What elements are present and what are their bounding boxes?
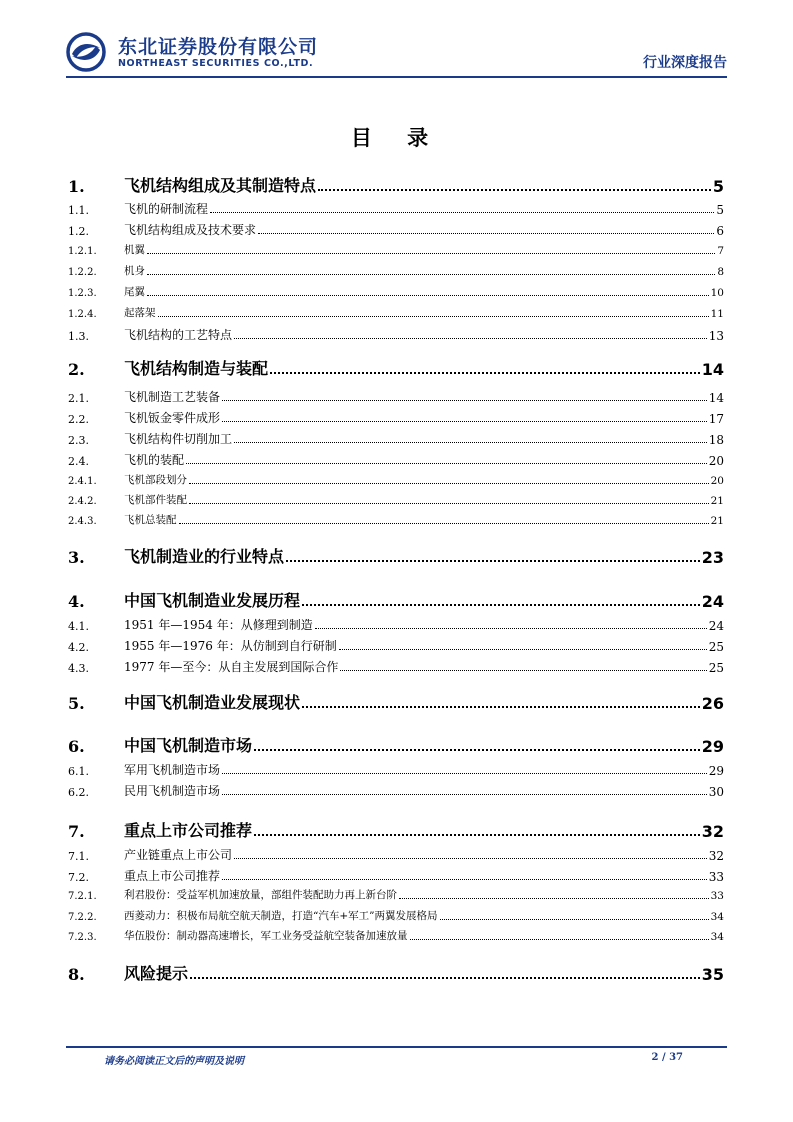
toc-entry-line xyxy=(124,818,724,841)
toc-entry-page: 5 xyxy=(712,177,724,196)
toc-entry-number: 1.1. xyxy=(68,204,89,217)
toc-entry-level3[interactable] xyxy=(68,304,724,320)
toc-entry-page: 20 xyxy=(710,475,724,487)
toc-entry-level2[interactable] xyxy=(68,866,724,884)
toc-entry-number: 2.4.1. xyxy=(68,476,97,487)
toc-entry-level2[interactable] xyxy=(68,450,724,468)
toc-entry-level3[interactable] xyxy=(68,283,724,299)
toc-dot-leader xyxy=(234,338,707,339)
toc-dot-leader xyxy=(147,274,715,275)
toc-entry-number: 1. xyxy=(68,177,85,196)
toc-entry-number: 1.3. xyxy=(68,330,89,343)
toc-entry-level2[interactable] xyxy=(68,760,724,778)
toc-entry-level1[interactable] xyxy=(68,687,724,713)
toc-entry-number: 5. xyxy=(68,694,85,713)
toc-entry-number: 2. xyxy=(68,360,85,379)
toc-entry-number: 7.2.1. xyxy=(68,891,97,902)
toc-entry-number: 4.1. xyxy=(68,620,89,633)
toc-entry-title: 产业链重点上市公司 xyxy=(124,848,233,862)
toc-entry-page: 7 xyxy=(717,245,724,257)
toc-entry-title: 飞机结构制造与装配 xyxy=(124,359,269,378)
toc-dot-leader xyxy=(179,523,709,524)
toc-dot-leader xyxy=(190,977,700,979)
toc-entry-level1[interactable] xyxy=(68,353,724,379)
toc-dot-leader xyxy=(189,483,709,484)
toc-entry-level2[interactable] xyxy=(68,657,724,675)
toc-entry-line xyxy=(124,430,724,447)
toc-entry-title: 起落架 xyxy=(124,307,156,319)
toc-entry-level1[interactable] xyxy=(68,541,724,567)
toc-dot-leader xyxy=(222,421,707,422)
toc-entry-title: 飞机制造工艺装备 xyxy=(124,390,221,404)
toc-entry-line xyxy=(124,782,724,799)
toc-entry-line xyxy=(124,284,724,299)
toc-entry-title: 飞机部件装配 xyxy=(124,494,187,506)
toc-entry-number: 4.3. xyxy=(68,662,89,675)
toc-entry-level2[interactable] xyxy=(68,636,724,654)
toc-entry-page: 13 xyxy=(708,329,724,343)
toc-entry-title: 飞机结构件切削加工 xyxy=(124,432,233,446)
toc-entry-line xyxy=(124,616,724,633)
toc-entry-title: 中国飞机制造市场 xyxy=(124,736,253,755)
toc-entry-page: 34 xyxy=(710,911,724,923)
toc-entry-title: 1955 年—1976 年：从仿制到自行研制 xyxy=(124,639,337,653)
toc-dot-leader xyxy=(254,749,700,751)
toc-entry-line xyxy=(124,887,724,902)
toc-entry-line xyxy=(124,388,724,405)
toc-entry-level3[interactable] xyxy=(68,511,724,527)
toc-entry-level1[interactable] xyxy=(68,958,724,984)
toc-entry-line xyxy=(124,326,724,343)
toc-dot-leader xyxy=(222,879,707,880)
toc-dot-leader xyxy=(340,670,706,671)
toc-title: 目 录 xyxy=(350,126,443,150)
toc-entry-level2[interactable] xyxy=(68,615,724,633)
toc-entry-title: 飞机结构组成及其制造特点 xyxy=(124,176,317,195)
toc-entry-level3[interactable] xyxy=(68,471,724,487)
toc-entry-number: 6.1. xyxy=(68,765,89,778)
toc-dot-leader xyxy=(254,834,700,836)
toc-entry-level3[interactable] xyxy=(68,886,724,902)
toc-entry-level2[interactable] xyxy=(68,781,724,799)
toc-entry-title: 1951 年—1954 年：从修理到制造 xyxy=(124,618,313,632)
toc-dot-leader xyxy=(315,628,707,629)
toc-dot-leader xyxy=(302,706,700,708)
toc-dot-leader xyxy=(234,442,707,443)
toc-entry-page: 23 xyxy=(701,548,724,567)
toc-entry-line xyxy=(124,761,724,778)
toc-entry-number: 2.2. xyxy=(68,413,89,426)
toc-entry-page: 32 xyxy=(701,822,724,841)
toc-entry-page: 24 xyxy=(708,619,724,633)
toc-entry-level3[interactable] xyxy=(68,241,724,257)
toc-entry-page: 11 xyxy=(710,308,724,320)
toc-entry-page: 25 xyxy=(708,661,724,675)
toc-entry-page: 21 xyxy=(710,495,724,507)
toc-entry-title: 风险提示 xyxy=(124,964,189,983)
company-logo-icon xyxy=(66,32,110,72)
toc-entry-title: 机翼 xyxy=(124,244,145,256)
toc-entry-number: 4. xyxy=(68,592,85,611)
toc-entry-page: 24 xyxy=(701,592,724,611)
toc-entry-line xyxy=(124,221,724,238)
toc-entry-level1[interactable] xyxy=(68,730,724,756)
toc-dot-leader xyxy=(147,253,715,254)
toc-entry-line xyxy=(124,637,724,654)
toc-entry-line xyxy=(124,512,724,527)
toc-entry-title: 飞机总装配 xyxy=(124,514,177,526)
toc-entry-title: 民用飞机制造市场 xyxy=(124,784,221,798)
toc-entry-title: 中国飞机制造业发展现状 xyxy=(124,693,301,712)
toc-entry-line xyxy=(124,961,724,984)
company-name-cn: 东北证券股份有限公司 xyxy=(118,36,319,58)
toc-entry-line xyxy=(124,409,724,426)
toc-entry-title: 军用飞机制造市场 xyxy=(124,763,221,777)
toc-entry-line xyxy=(124,588,724,611)
toc-dot-leader xyxy=(399,898,709,899)
toc-entry-page: 25 xyxy=(708,640,724,654)
toc-dot-leader xyxy=(210,212,714,213)
toc-entry-title: 西菱动力：积极布局航空航天制造，打造“汽车+军工”两翼发展格局 xyxy=(124,910,438,922)
toc-dot-leader xyxy=(286,560,700,562)
toc-entry-level2[interactable] xyxy=(68,845,724,863)
toc-entry-line xyxy=(124,305,724,320)
toc-entry-page: 20 xyxy=(708,454,724,468)
toc-entry-title: 重点上市公司推荐 xyxy=(124,821,253,840)
toc-entry-line xyxy=(124,846,724,863)
toc-entry-level3[interactable] xyxy=(68,927,724,943)
toc-entry-number: 1.2.1. xyxy=(68,246,97,257)
toc-entry-page: 6 xyxy=(716,224,724,238)
toc-dot-leader xyxy=(147,295,709,296)
toc-entry-title: 华伍股份：制动器高速增长，军工业务受益航空装备加速放量 xyxy=(124,930,408,942)
toc-entry-number: 7.1. xyxy=(68,850,89,863)
toc-entry-line xyxy=(124,472,724,487)
toc-dot-leader xyxy=(234,858,707,859)
toc-dot-leader xyxy=(302,604,700,606)
toc-entry-page: 18 xyxy=(708,433,724,447)
toc-entry-level1[interactable] xyxy=(68,585,724,611)
toc-entry-number: 1.2.4. xyxy=(68,309,97,320)
toc-entry-level2[interactable] xyxy=(68,408,724,426)
toc-entry-title: 飞机的研制流程 xyxy=(124,202,209,216)
toc-entry-line xyxy=(124,733,724,756)
toc-dot-leader xyxy=(189,503,709,504)
toc-entry-number: 7.2. xyxy=(68,871,89,884)
toc-entry-title: 飞机钣金零件成形 xyxy=(124,411,221,425)
toc-entry-number: 1.2.3. xyxy=(68,288,97,299)
toc-entry-number: 2.4.3. xyxy=(68,516,97,527)
toc-entry-number: 1.2. xyxy=(68,225,89,238)
toc-entry-level1[interactable] xyxy=(68,170,724,196)
toc-entry-page: 10 xyxy=(710,287,724,299)
toc-entry-page: 34 xyxy=(710,931,724,943)
toc-entry-line xyxy=(124,908,724,923)
footer-disclaimer: 请务必阅读正文后的声明及说明 xyxy=(104,1056,244,1067)
toc-entry-page: 21 xyxy=(710,515,724,527)
toc-dot-leader xyxy=(410,939,709,940)
toc-entry-line xyxy=(124,867,724,884)
toc-entry-number: 2.3. xyxy=(68,434,89,447)
toc-entry-page: 17 xyxy=(708,412,724,426)
toc-dot-leader xyxy=(258,233,714,234)
toc-entry-line xyxy=(124,356,724,379)
toc-dot-leader xyxy=(158,316,709,317)
toc-entry-number: 6. xyxy=(68,737,85,756)
toc-entry-line xyxy=(124,200,724,217)
toc-dot-leader xyxy=(186,463,707,464)
report-type-label: 行业深度报告 xyxy=(643,55,727,71)
toc-entry-line xyxy=(124,658,724,675)
footer-divider xyxy=(66,1046,727,1048)
toc-entry-title: 飞机部段划分 xyxy=(124,474,187,486)
toc-dot-leader xyxy=(440,919,709,920)
toc-entry-page: 5 xyxy=(716,203,724,217)
toc-entry-line xyxy=(124,690,724,713)
toc-entry-level1[interactable] xyxy=(68,815,724,841)
toc-entry-title: 尾翼 xyxy=(124,286,145,298)
toc-entry-number: 6.2. xyxy=(68,786,89,799)
toc-entry-page: 32 xyxy=(708,849,724,863)
toc-entry-title: 重点上市公司推荐 xyxy=(124,869,221,883)
toc-entry-level2[interactable] xyxy=(68,429,724,447)
toc-entry-number: 2.4. xyxy=(68,455,89,468)
toc-dot-leader xyxy=(270,372,700,374)
toc-entry-level3[interactable] xyxy=(68,491,724,507)
toc-entry-page: 29 xyxy=(708,764,724,778)
toc-entry-page: 33 xyxy=(708,870,724,884)
toc-entry-title: 利君股份：受益军机加速放量，部组件装配助力再上新台阶 xyxy=(124,889,397,901)
toc-entry-level2[interactable] xyxy=(68,199,724,217)
toc-dot-leader xyxy=(339,649,707,650)
toc-entry-title: 飞机结构的工艺特点 xyxy=(124,328,233,342)
toc-entry-number: 8. xyxy=(68,965,85,984)
toc-entry-title: 1977 年—至今：从自主发展到国际合作 xyxy=(124,660,339,674)
toc-entry-number: 3. xyxy=(68,548,85,567)
company-name-en: NORTHEAST SECURITIES CO.,LTD. xyxy=(118,58,314,69)
toc-entry-page: 8 xyxy=(717,266,724,278)
toc-entry-page: 14 xyxy=(708,391,724,405)
toc-entry-page: 29 xyxy=(701,737,724,756)
toc-entry-page: 35 xyxy=(701,965,724,984)
toc-dot-leader xyxy=(222,794,707,795)
page-header xyxy=(66,28,727,74)
toc-entry-number: 7.2.2. xyxy=(68,912,97,923)
toc-entry-level2[interactable] xyxy=(68,387,724,405)
toc-entry-number: 2.1. xyxy=(68,392,89,405)
toc-entry-level3[interactable] xyxy=(68,907,724,923)
toc-entry-number: 7. xyxy=(68,822,85,841)
toc-entry-number: 2.4.2. xyxy=(68,496,97,507)
toc-entry-title: 飞机制造业的行业特点 xyxy=(124,547,285,566)
toc-entry-line xyxy=(124,242,724,257)
toc-dot-leader xyxy=(222,773,707,774)
toc-entry-title: 中国飞机制造业发展历程 xyxy=(124,591,301,610)
toc-entry-number: 7.2.3. xyxy=(68,932,97,943)
toc-entry-line xyxy=(124,928,724,943)
toc-entry-level2[interactable] xyxy=(68,220,724,238)
toc-entry-title: 飞机的装配 xyxy=(124,453,185,467)
toc-entry-number: 4.2. xyxy=(68,641,89,654)
page-number: 2 / 37 xyxy=(651,1052,683,1063)
toc-entry-number: 1.2.2. xyxy=(68,267,97,278)
toc-entry-page: 33 xyxy=(710,890,724,902)
toc-dot-leader xyxy=(318,189,711,191)
toc-entry-line xyxy=(124,263,724,278)
toc-entry-line xyxy=(124,544,724,567)
toc-entry-line xyxy=(124,173,724,196)
toc-entry-page: 14 xyxy=(701,360,724,379)
toc-entry-page: 26 xyxy=(701,694,724,713)
toc-dot-leader xyxy=(222,400,707,401)
toc-entry-line xyxy=(124,492,724,507)
toc-entry-level2[interactable] xyxy=(68,325,724,343)
toc-entry-line xyxy=(124,451,724,468)
toc-entry-title: 飞机结构组成及技术要求 xyxy=(124,223,257,237)
toc-entry-level3[interactable] xyxy=(68,262,724,278)
header-divider xyxy=(66,76,727,78)
toc-entry-title: 机身 xyxy=(124,265,145,277)
toc-entry-page: 30 xyxy=(708,785,724,799)
